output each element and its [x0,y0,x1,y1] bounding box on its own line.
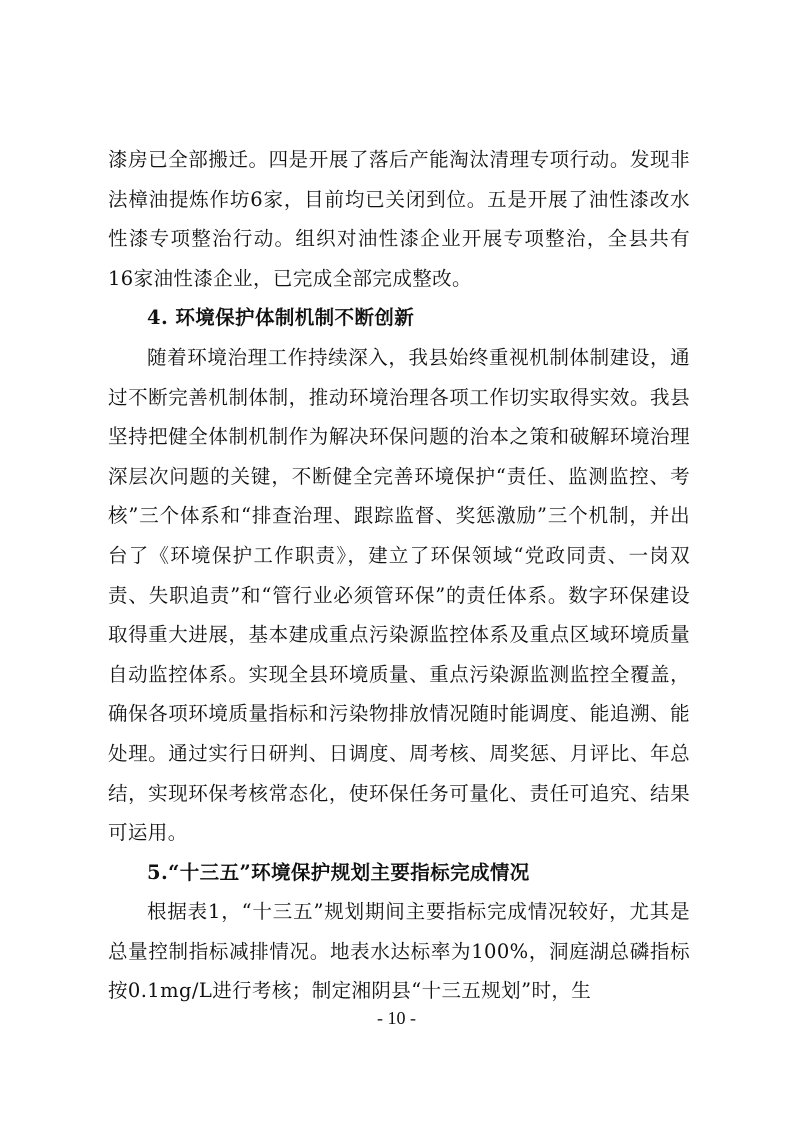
document-body [108,140,690,1011]
page-number: - 10 - [377,1008,416,1028]
paragraph-indicators: 根据表1，“十三五”规划期间主要指标完成情况较好，尤其是总量控制指标减排情况。地表水达标率为100%，洞庭湖总磷指标按0.1mg/L进行考核；制定湘阴县“十三五规划”时，生 [108,900,690,1003]
section-heading-5: 5.“十三五”环境保护规划主要指标完成情况 [147,860,530,884]
paragraph-continuation: 漆房已全部搬迁。四是开展了落后产能淘汰清理专项行动。发现非法樟油提炼作坊6家，目前均已关闭到位。五是开展了油性漆改水性漆专项整治行动。组织对油性漆企业开展专项整治，全县共有16家油性漆企业，已完成全部完成整改。 [108,148,690,290]
paragraph-mechanism: 随着环境治理工作持续深入，我县始终重视机制体制建设，通过不断完善机制体制，推动环境治理各项工作切实取得实效。我县坚持把健全体制机制作为解决环保问题的治本之策和破解环境治理深层次问题的关键，不断健全完善环境保护“责任、监测监控、考核”三个体系和“排查治理、跟踪监督、奖惩激励”三个机制，并出台了《环境保护工作职责》，建立了环保领域“党政同责、一岗双责、失职追责”和“管行业必须管环保”的责任体系。数字环保建设取得重大进展，基本建成重点污染源监控体系及重点区域环境质量自动监控体系。实现全县环境质量、重点污染源监测监控全覆盖，确保各项环境质量指标和污染物排放情况随时能调度、能追溯、能处理。通过实行日研判、日调度、周考核、周奖惩、月评比、年总结，实现环保考核常态化，使环保任务可量化、责任可追究、结果可运用。 [108,345,690,845]
section-heading-4: 4. 环境保护体制机制不断创新 [147,306,415,330]
